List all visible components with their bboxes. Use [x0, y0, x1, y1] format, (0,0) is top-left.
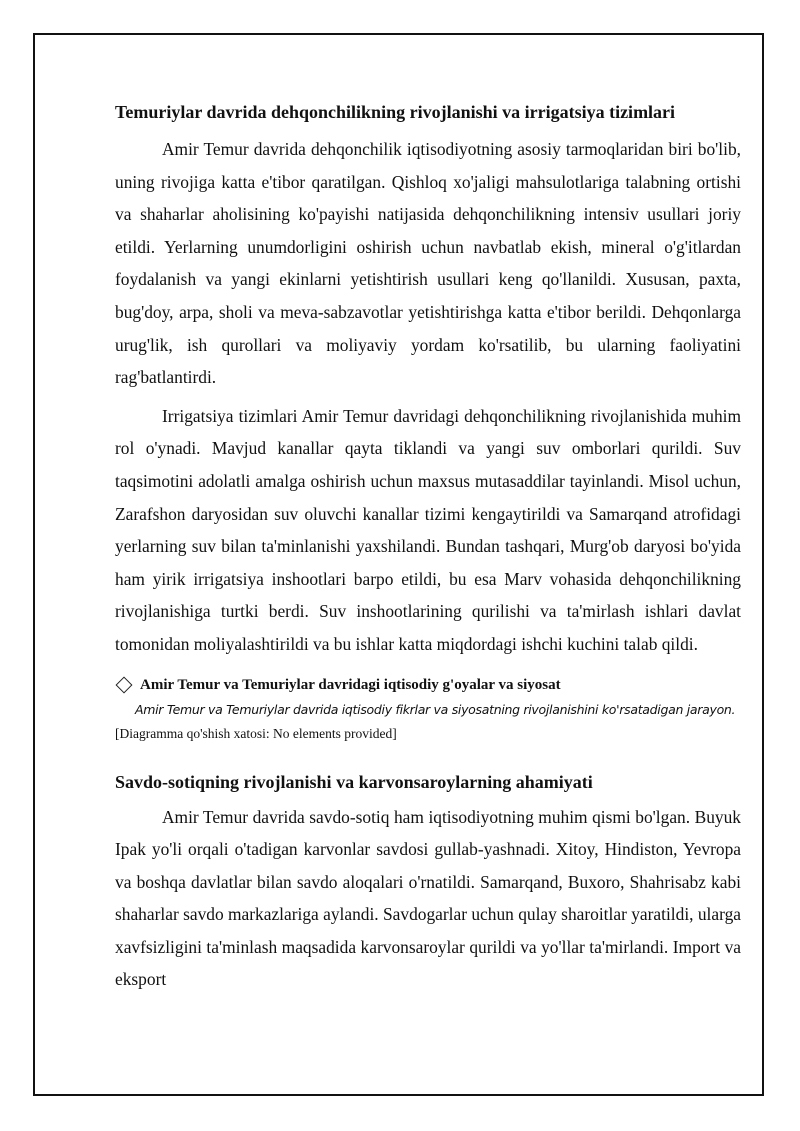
section-heading-trade: Savdo-sotiqning rivojlanishi va karvonsaroylarning ahamiyati	[115, 771, 593, 792]
diamond-icon	[116, 676, 133, 693]
paragraph-agriculture: Amir Temur davrida dehqonchilik iqtisodiyotning asosiy tarmoqlaridan biri bo'lib, uning rivojiga katta e'tibor qaratilgan. Qishloq xo'jaligi mahsulotlariga talabning ortishi va shaharlar aholisining ko'payishi natijasida dehqonchilikning intensiv usullari joriy etildi. Yerlarning unumdorligini oshirish uchun navbatlab ekish, mineral o'g'itlardan foydalanish va yangi ekinlarni yetishtirish usullari keng qo'llanildi. Xususan, paxta, bug'doy, arpa, sholi va meva-sabzavotlar yetishtirishga katta e'tibor berildi. Dehqonlarga urug'lik, ish qurollari va moliyaviy yordam ko'rsatilib, bu ularning faoliyatini rag'batlantirdi.	[115, 139, 741, 388]
diagram-title-row	[115, 675, 741, 695]
paragraph-trade: Amir Temur davrida savdo-sotiq ham iqtisodiyotning muhim qismi bo'lgan. Buyuk Ipak yo'li orqali o'tadigan karvonlar savdosi gullab-yashnadi. Xitoy, Hindiston, Yevropa va boshqa davlatlar bilan savdo aloqalari o'rnatildi. Samarqand, Buxoro, Shahrisabz kabi shaharlar savdo markazlariga aylandi. Savdogarlar uchun qulay sharoitlar yaratildi, ularga xavfsizligini ta'minlash maqsadida karvonsaroylar qurildi va yo'llar ta'mirlandi. Import va eksport	[115, 806, 741, 990]
diagram-title: Amir Temur va Temuriylar davridagi iqtisodiy g'oyalar va siyosat	[140, 676, 561, 693]
diagram-error-message: [Diagramma qo'shish xatosi: No elements provided]	[115, 725, 397, 741]
paragraph-irrigation: Irrigatsiya tizimlari Amir Temur davridagi dehqonchilikning rivojlanishida muhim rol o'ynadi. Mavjud kanallar qayta tiklandi va yangi suv omborlari qurildi. Suv taqsimotini adolatli amalga oshirish uchun maxsus mutasaddilar tayinlandi. Misol uchun, Zarafshon daryosidan suv oluvchi kanallar tizimi kengaytirildi va Samarqand atrofidagi yerlarning suv bilan ta'minlanishi yaxshilandi. Bundan tashqari, Murg'ob daryosi bo'yida ham yirik irrigatsiya inshootlari barpo etildi, bu esa Marv vohasida dehqonchilikning rivojlanishiga turtki berdi. Suv inshootlarining qurilishi va ta'mirlash ishlari davlat tomonidan moliyalashtirildi va bu ishlar katta miqdordagi ishchi kuchini talab qildi.	[115, 405, 741, 654]
section-heading-agriculture: Temuriylar davrida dehqonchilikning rivojlanishi va irrigatsiya tizimlari	[115, 102, 676, 122]
document-content	[115, 99, 741, 1002]
diagram-caption: Amir Temur va Temuriylar davrida iqtisodiy fikrlar va siyosatning rivojlanishini ko'rsatadigan jarayon.	[135, 701, 736, 717]
